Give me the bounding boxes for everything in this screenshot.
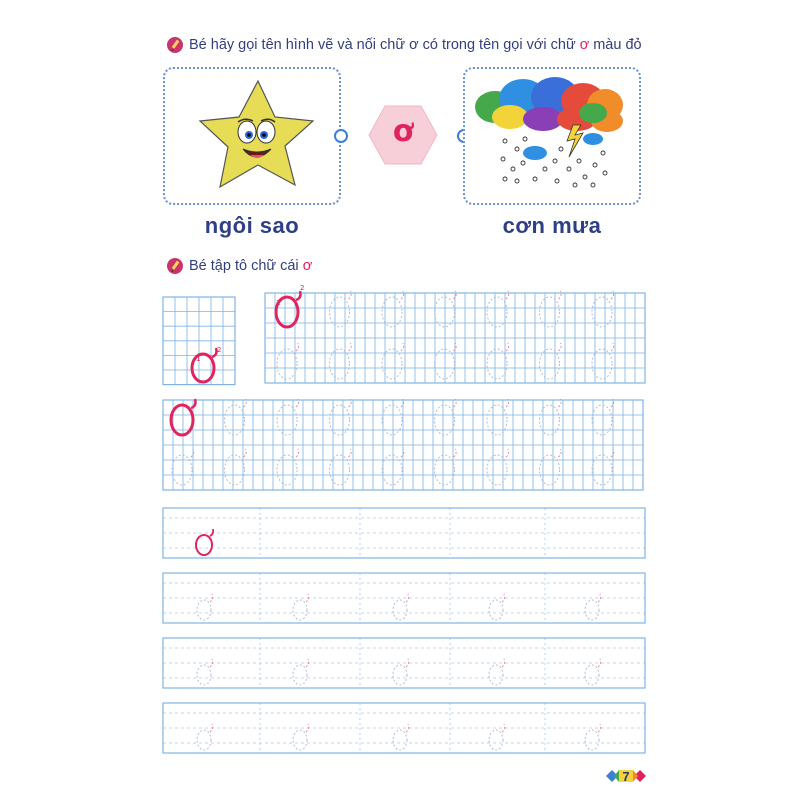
trace-letter-o-horn — [506, 291, 509, 299]
model-letter-o — [171, 405, 193, 435]
trace-letter-o — [277, 405, 297, 435]
instruction-text: Bé hãy gọi tên hình vẽ và nối chữ ơ có trong tên gọi với chữ — [189, 37, 580, 53]
trace-letter-o — [435, 297, 455, 327]
instruction-red-letter: ơ — [579, 37, 590, 53]
trace-letter-o — [487, 455, 507, 485]
stroke-number-2: 2 — [300, 284, 305, 292]
stroke-number-1: 1 — [196, 355, 201, 363]
stroke-number-1: 1 — [276, 299, 281, 307]
trace-letter-o-horn — [401, 343, 404, 351]
trace-letter-o — [293, 665, 307, 685]
trace-letter-o-horn — [559, 449, 562, 457]
trace-letter-o — [435, 349, 455, 379]
trace-letter-o — [540, 349, 560, 379]
stroke-number-2: 2 — [217, 346, 222, 354]
trace-letter-o — [172, 455, 192, 485]
trace-letter-o — [487, 405, 507, 435]
trace-letter-o-horn — [598, 659, 601, 667]
trace-letter-o — [382, 405, 402, 435]
word-con-mua: cơn mưa — [502, 213, 602, 238]
tracing-grid-middle — [163, 400, 643, 490]
trace-letter-o-horn — [349, 291, 352, 299]
trace-letter-o-horn — [349, 449, 352, 457]
trace-letter-o-horn — [406, 659, 409, 667]
trace-letter-o-horn — [506, 343, 509, 351]
trace-letter-o — [435, 405, 455, 435]
trace-letter-o-horn — [349, 343, 352, 351]
trace-letter-o-horn — [506, 449, 509, 457]
trace-letter-o — [330, 297, 350, 327]
instruction-text: Bé tập tô chữ cái — [189, 258, 303, 274]
trace-letter-o — [277, 455, 297, 485]
trace-letter-o-horn — [611, 291, 614, 299]
trace-letter-o-horn — [296, 449, 299, 457]
trace-letter-o-horn — [296, 343, 299, 351]
trace-letter-o — [489, 665, 503, 685]
model-letter-o-horn — [210, 529, 213, 536]
trace-letter-o — [393, 600, 407, 620]
page-number-badge — [606, 766, 646, 786]
trace-letter-o — [330, 349, 350, 379]
center-letter: ơ — [392, 114, 414, 149]
trace-letter-o — [585, 665, 599, 685]
model-letter-o-horn — [212, 348, 217, 357]
trace-letter-o — [225, 405, 245, 435]
page-number: 7 — [622, 769, 630, 784]
trace-letter-o — [435, 455, 455, 485]
trace-letter-o-horn — [401, 291, 404, 299]
trace-letter-o — [277, 349, 297, 379]
trace-letter-o — [592, 455, 612, 485]
trace-letter-o — [225, 455, 245, 485]
trace-letter-o — [487, 349, 507, 379]
model-letter-o-horn — [296, 291, 301, 300]
trace-letter-o-horn — [598, 594, 601, 602]
trace-letter-o — [330, 455, 350, 485]
trace-letter-o-horn — [559, 291, 562, 299]
instruction-red-letter: ơ — [302, 258, 313, 274]
trace-letter-o — [197, 600, 211, 620]
trace-letter-o-horn — [611, 343, 614, 351]
trace-letter-o — [393, 730, 407, 750]
trace-letter-o-horn — [502, 724, 505, 732]
trace-letter-o-horn — [502, 659, 505, 667]
trace-letter-o — [293, 730, 307, 750]
trace-letter-o — [585, 600, 599, 620]
trace-letter-o — [293, 600, 307, 620]
trace-letter-o-horn — [502, 594, 505, 602]
trace-letter-o — [540, 455, 560, 485]
trace-letter-o — [592, 405, 612, 435]
trace-letter-o-horn — [406, 724, 409, 732]
trace-letter-o-horn — [244, 449, 247, 457]
trace-letter-o — [489, 600, 503, 620]
trace-letter-o — [540, 297, 560, 327]
trace-letter-o-horn — [454, 449, 457, 457]
trace-letter-o — [489, 730, 503, 750]
trace-letter-o — [585, 730, 599, 750]
trace-letter-o — [330, 405, 350, 435]
trace-letter-o-horn — [406, 594, 409, 602]
word-ngoi-sao: ngôi sao — [204, 213, 300, 238]
trace-letter-o — [540, 405, 560, 435]
practice-grid-small — [163, 297, 235, 385]
trace-letter-o-horn — [559, 343, 562, 351]
trace-letter-o — [393, 665, 407, 685]
model-letter-o — [196, 535, 212, 555]
instruction-suffix: màu đỏ — [589, 37, 642, 53]
trace-letter-o — [487, 297, 507, 327]
tracing-grid-top — [265, 293, 645, 383]
trace-letter-o — [382, 455, 402, 485]
trace-letter-o-horn — [598, 724, 601, 732]
trace-letter-o — [197, 730, 211, 750]
trace-letter-o — [197, 665, 211, 685]
